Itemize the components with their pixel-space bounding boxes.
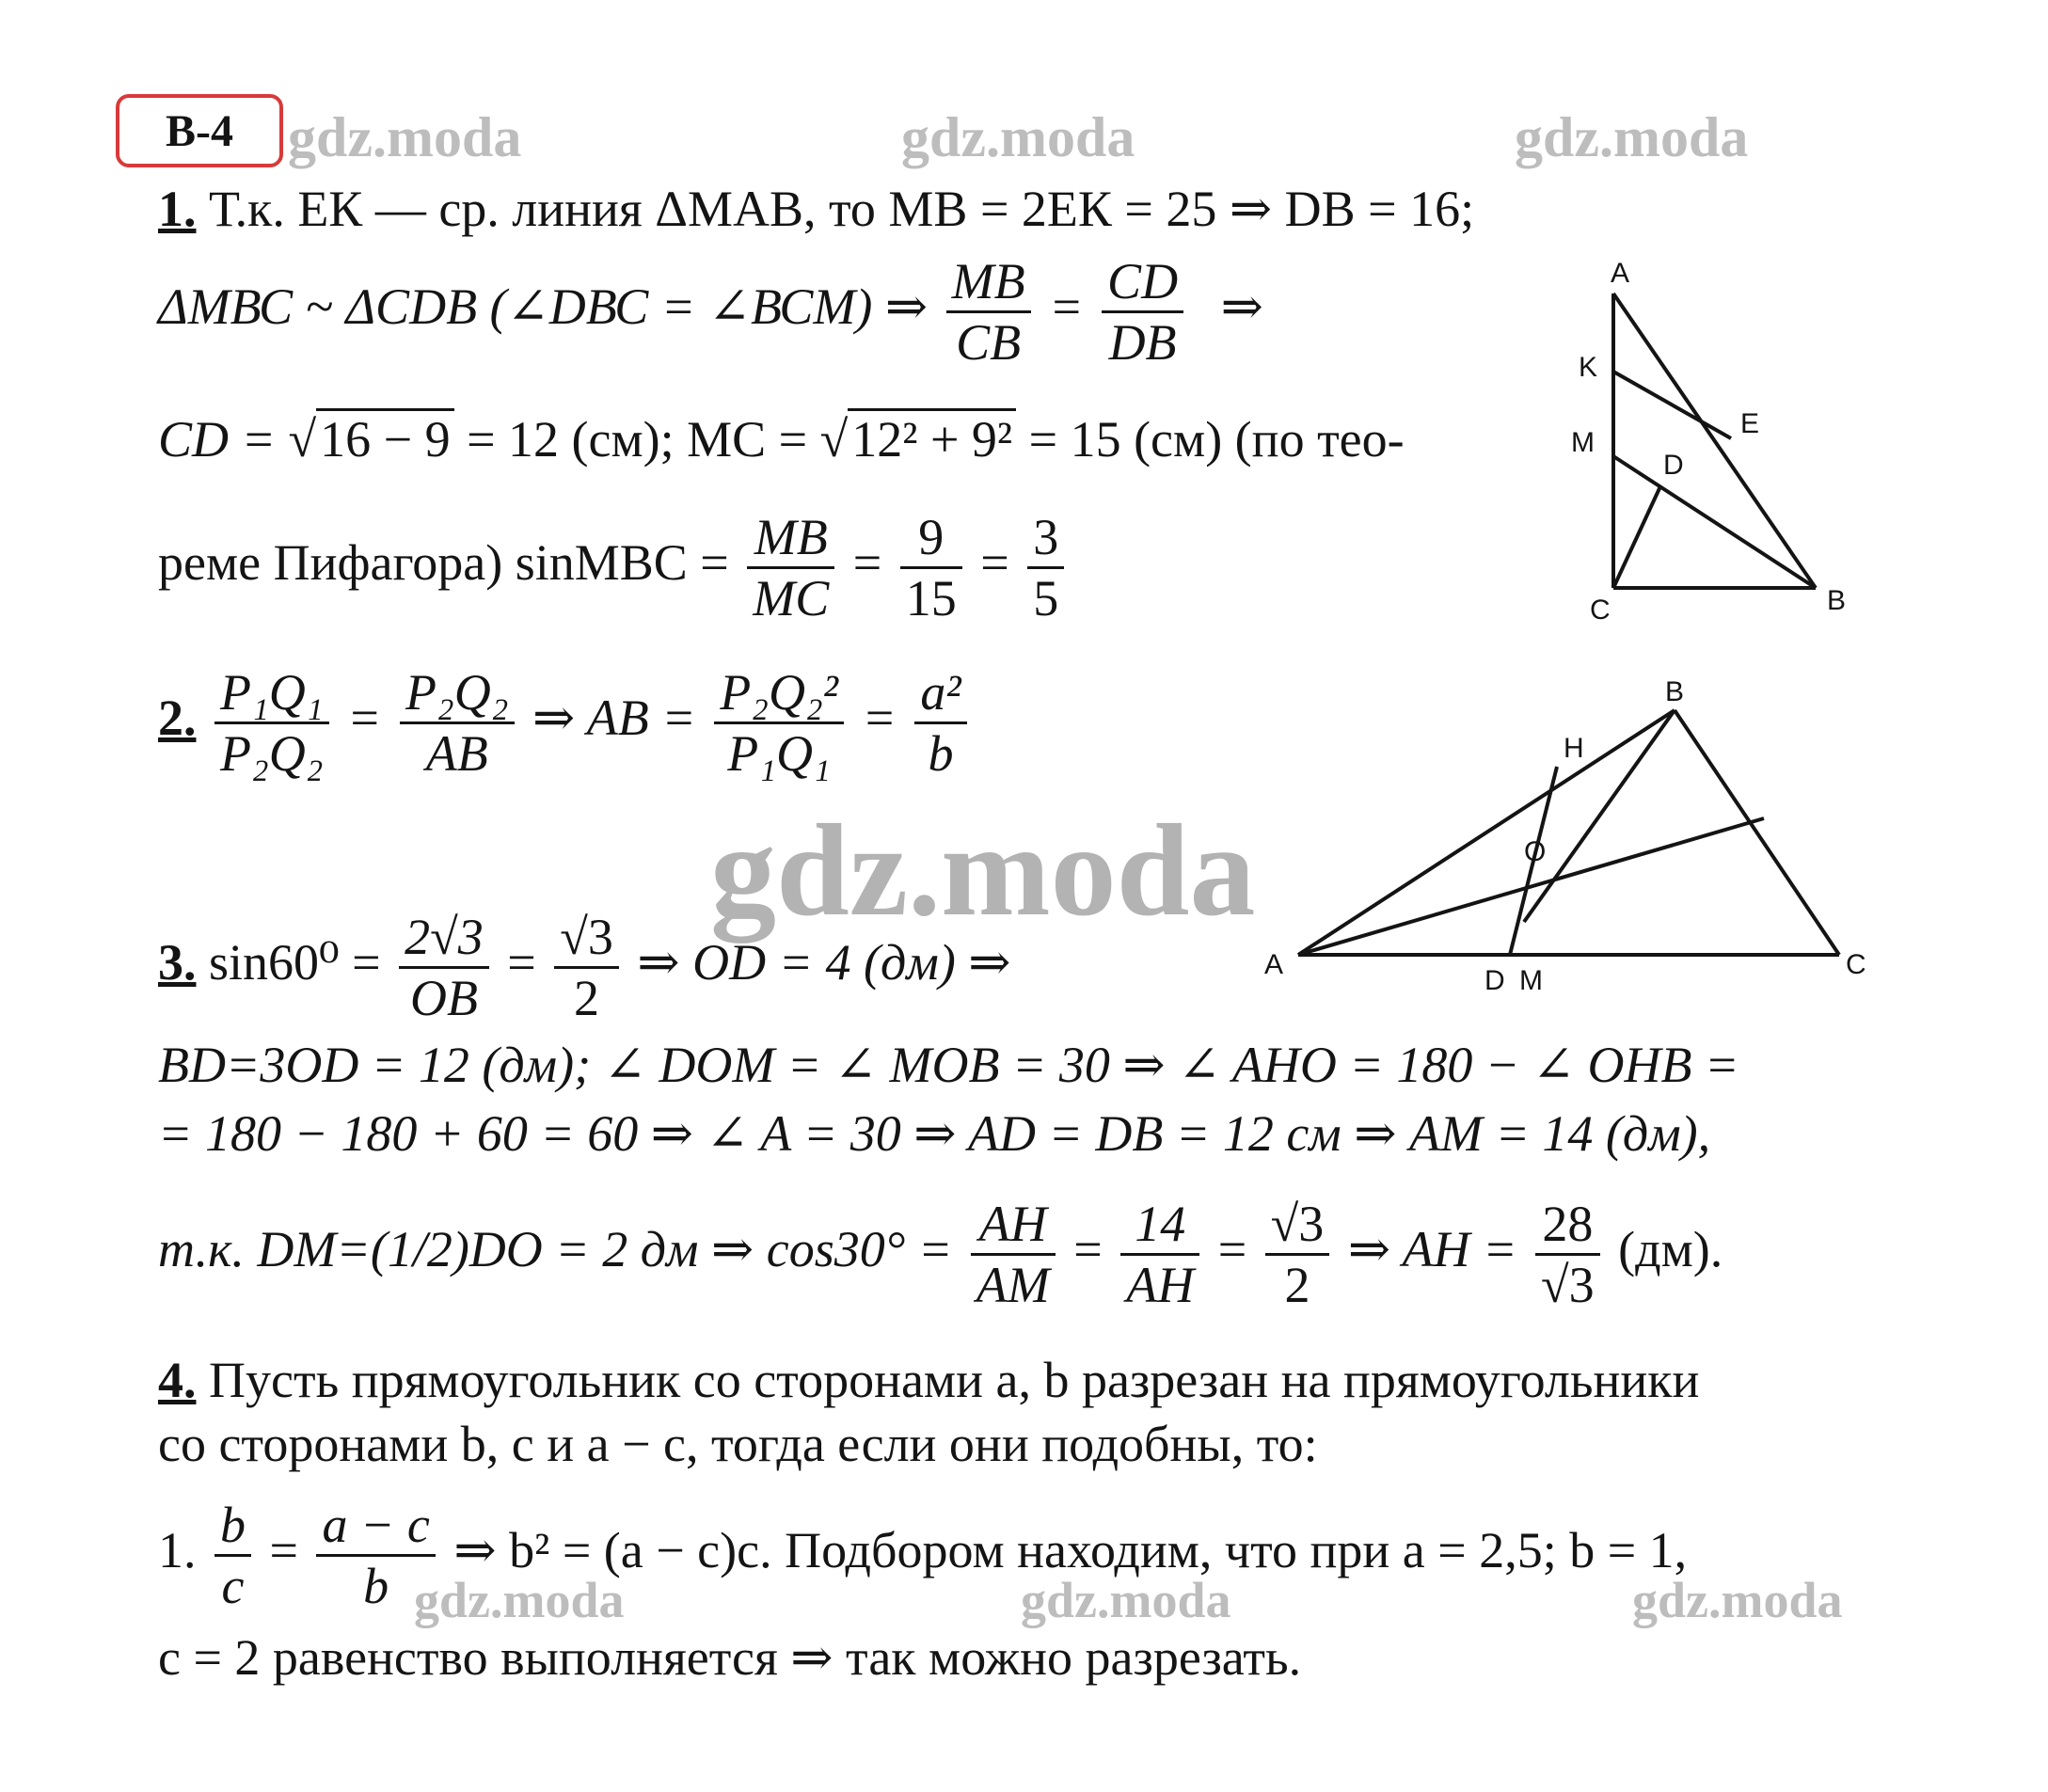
text: т.к. DM=(1/2)DO = 2 дм ⇒ cos30° = (158, 1220, 953, 1277)
label-C: C (1590, 595, 1611, 626)
watermark: gdz.moda (288, 106, 522, 168)
fraction: $\frac{2√3}{OB}$ (399, 908, 489, 1027)
label-E: E (1740, 408, 1760, 439)
problem-number: 4. (158, 1352, 197, 1408)
text: 1. (158, 1521, 197, 1578)
fraction: $\frac{СD}{DВ}$ (1102, 252, 1183, 372)
problem-2: 2. $\frac{\text{P₁Q₁}}{\text{P₂Q₂}}$ = $\frac{\text{P₂Q₂}}{AB}$ ⇒ AB = $\frac{\text{P₂Q₂²}}{\text{P₁Q₁}}$ = $\frac{\text{a²}}{b}$ (158, 663, 973, 783)
label-B: B (1665, 676, 1685, 707)
fraction: $\frac{√3}{2}$ (1265, 1195, 1330, 1314)
text: Пусть прямоугольник со сторонами a, b разрезан на прямоугольники (209, 1352, 1700, 1408)
watermark: gdz.moda (901, 106, 1135, 168)
label-B: B (1827, 585, 1847, 616)
figure-triangle-abc-2 (1251, 658, 1891, 1016)
problem-4-line-2: со сторонами b, c и a − c, тогда если они подобны, то: (158, 1416, 1318, 1472)
fraction: $\frac{МВ}{МС}$ (747, 508, 834, 627)
problem-1-line-3 (158, 411, 1405, 468)
label-A: A (1264, 949, 1284, 980)
label-D: D (1484, 965, 1505, 996)
problem-3-line-1: 3. sin60⁰ = $\frac{2√3}{OB}$ = $\frac{√3}{2}$ ⇒ OD = 4 (дм) ⇒ (158, 909, 1011, 1027)
text: = 15 (см) (по тео- (1028, 411, 1405, 468)
sqrt: √16 − 9 (288, 408, 453, 468)
fraction: $\frac{28}{√3}$ (1535, 1195, 1600, 1314)
label-D: D (1663, 450, 1684, 481)
label-M: M (1571, 427, 1595, 458)
fraction: $\frac{9}{15}$ (900, 508, 962, 627)
problem-4-line-3: 1. $\frac{b}{c}$ = $\frac{a - c}{b}$ ⇒ b² = (a − c)c. Подбором находим, что при a = 2,5; b = 1, (158, 1497, 1688, 1615)
fraction: $\frac{3}{5}$ (1027, 508, 1064, 627)
watermark: gdz.moda (414, 1572, 625, 1628)
watermark: gdz.moda (1515, 106, 1749, 168)
problem-number: 1. (158, 181, 197, 237)
watermark: gdz.moda (1021, 1572, 1231, 1628)
text: = (1049, 278, 1084, 335)
text: ⇒ b² = (a − c)c. Подбором находим, что при a = 2,5; b = 1, (453, 1521, 1688, 1578)
fraction: $\frac{\text{P₂Q₂²}}{\text{P₁Q₁}}$ (714, 663, 844, 783)
fraction: $\frac{√3}{2}$ (554, 908, 619, 1027)
problem-1-line-4: реме Пифагора) sinМВС = $\frac{МВ}{МС}$ = $\frac{9}{15}$ = $\frac{3}{5}$ (158, 508, 1070, 627)
watermark: gdz.moda (1632, 1572, 1843, 1628)
problem-number: 3. (158, 933, 197, 991)
label-A: A (1611, 258, 1630, 289)
problem-3-line-2: BD=3OD = 12 (дм); ∠ DOM = ∠ MOB = 30 ⇒ ∠ AHO = 180 − ∠ OHB = (158, 1037, 1739, 1093)
text: ⇒ OD = 4 (дм) ⇒ (637, 933, 1011, 991)
text: ⇒ AB = (532, 689, 696, 746)
text: ⇒ AH = (1347, 1220, 1517, 1277)
text: СD = (158, 411, 276, 468)
fraction: $\frac{МВ}{СВ}$ (946, 252, 1031, 372)
fraction: $\frac{\text{P₁Q₁}}{\text{P₂Q₂}}$ (214, 663, 329, 783)
problem-4-line-4: c = 2 равенство выполняется ⇒ так можно разрезать. (158, 1629, 1302, 1686)
fraction: $\frac{\text{a²}}{b}$ (914, 663, 966, 783)
fraction: $\frac{AH}{AM}$ (971, 1195, 1056, 1314)
problem-3-line-3: = 180 − 180 + 60 = 60 ⇒ ∠ A = 30 ⇒ AD = DB = 12 см ⇒ AM = 14 (дм), (158, 1105, 1711, 1162)
watermark-large: gdz.moda (710, 798, 1256, 944)
text: = 12 (см); МС = (467, 411, 808, 468)
text: ΔМВС ~ ΔСDВ (∠DВС = ∠ВСМ) ⇒ (158, 278, 929, 335)
text: Т.к. ЕК — ср. линия ΔМАВ, то МВ = 2ЕК = 25 ⇒ DВ = 16; (209, 181, 1475, 237)
variant-badge: В-4 (116, 94, 283, 167)
text: реме Пифагора) sinМВС = (158, 533, 729, 591)
problem-4-line-1 (158, 1352, 1700, 1408)
fraction: $\frac{\text{P₂Q₂}}{AB}$ (400, 663, 515, 783)
figure-triangle-abc-1 (1552, 254, 1900, 630)
label-H: H (1564, 733, 1584, 764)
text: sin60⁰ = (209, 933, 381, 991)
label-K: K (1579, 352, 1598, 383)
problem-1-line-1 (158, 181, 1475, 237)
text: ⇒ (1220, 278, 1263, 335)
label-O: O (1524, 836, 1547, 867)
problem-3-line-4: т.к. DM=(1/2)DO = 2 дм ⇒ cos30° = $\frac{AH}{AM}$ = $\frac{14}{AH}$ = $\frac{√3}{2}$ ⇒ AH = $\frac{28}{√3}$ (дм). (158, 1196, 1723, 1314)
problem-1-line-2 (158, 252, 1263, 372)
label-M: M (1519, 965, 1543, 996)
problem-number: 2. (158, 689, 197, 746)
label-C: C (1846, 949, 1866, 980)
fraction: $\frac{14}{AH}$ (1120, 1195, 1199, 1314)
sqrt: √12² + 9² (820, 408, 1016, 468)
text: (дм). (1618, 1220, 1723, 1277)
fraction: $\frac{a - c}{b}$ (316, 1496, 435, 1615)
fraction: $\frac{b}{c}$ (214, 1496, 251, 1615)
